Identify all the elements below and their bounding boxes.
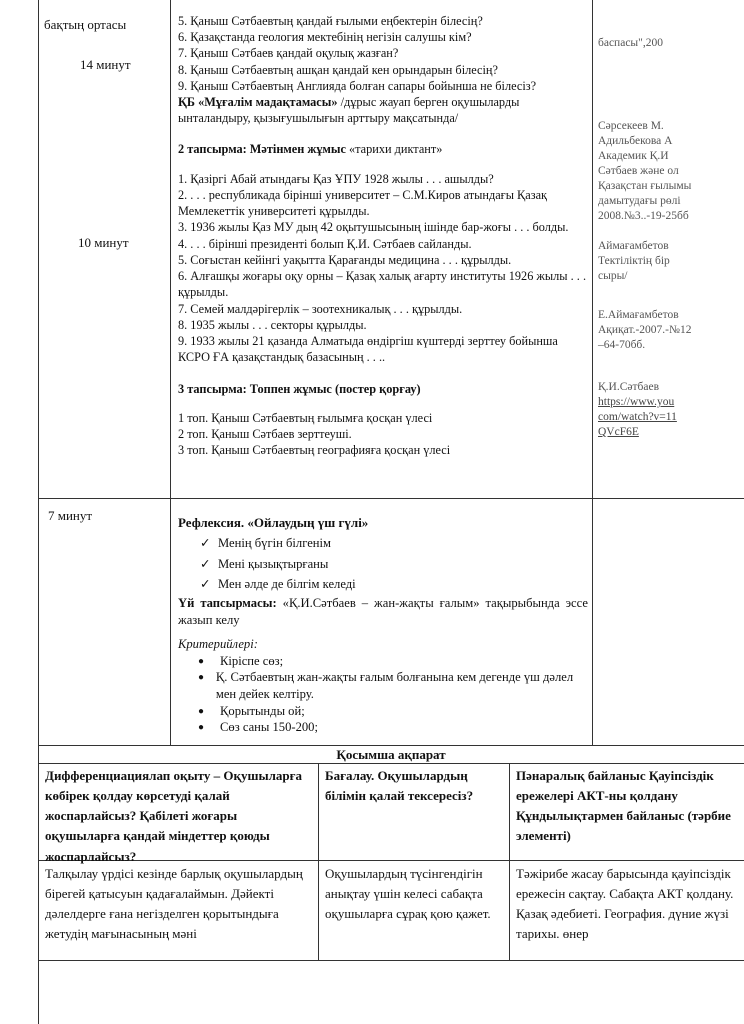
- interdisciplinary-header: Пәнаралық байланыс Қауіпсіздік ережелері АКТ-ны қолдану Құндылықтармен байланыс (тәрбие элементі): [516, 768, 731, 844]
- criteria-text: Қ. Сәтбаевтың жан-жақты ғалым болғанына кем дегенде үш дәлел мен дейек келтіру.: [215, 670, 574, 702]
- video-link[interactable]: https://www.you: [598, 395, 675, 408]
- reference-line: Адильбекова А: [598, 134, 673, 147]
- question-item: 7. Қаныш Сәтбаев қандай оқулық жазған?: [178, 46, 399, 61]
- reflection-check-label: Мен әлде де білгім келеді: [218, 577, 356, 592]
- criteria-item: [198, 719, 588, 736]
- reference-line: Е.Аймағамбетов: [598, 309, 679, 321]
- table-left-border: [38, 0, 39, 1024]
- question-item: 6. Қазақстанда геология мектебінің негізін салушы кім?: [178, 30, 472, 45]
- group-item: 1 топ. Қаныш Сәтбаевтың ғылымға қосқан үлесі: [178, 410, 433, 425]
- reflection-check-label: Мені қызықтырғаны: [218, 556, 329, 571]
- dictation-item: 5. Соғыстан кейінгі уақытта Қарағанды медицина . . . құрылды.: [178, 252, 512, 267]
- homework-label: Үй тапсырмасы:: [178, 595, 277, 610]
- reference-line: Сәрсекеев М.: [598, 120, 664, 132]
- dictation-item: 6. Алғашқы жоғары оқу орны – Қазақ халық ағарту институты 1926 жылы . . . құрылды.: [178, 269, 587, 300]
- reference-line: Тектіліктің бір: [598, 254, 670, 267]
- task3-title-rest: (постер қорғау): [331, 382, 421, 397]
- dictation-item: 1. Қазіргі Абай атындағы Қаз ҰПУ 1928 жылы . . . ашылды?: [178, 171, 494, 186]
- checkmark-icon: ✓: [200, 577, 211, 592]
- interdisciplinary-body: Тәжірибе жасау барысында қауіпсіздік ережесін сақтау. Сабақта АКТ қолдану. Қазақ әдебиеті. География. дүние жүзі тарихы. өнер: [516, 866, 734, 942]
- bullet-icon: ●: [198, 705, 205, 717]
- dictation-item: 3. 1936 жылы Қаз МУ дың 42 оқытушысының ішінде бар-жоғы . . . болды.: [178, 220, 569, 235]
- dictation-item: 2. . . . республикада бірінші университет – С.М.Киров атындағы Қазақ Мемлекеттік университеті құрылды.: [178, 187, 547, 219]
- criteria-text: Сөз саны 150-200;: [220, 720, 318, 735]
- reference-4: [598, 380, 738, 440]
- task3-title: [178, 381, 588, 397]
- group-item: 2 топ. Қаныш Сәтбаев зерттеуші.: [178, 426, 352, 441]
- bullet-icon: ●: [198, 655, 205, 667]
- differentiation-header: Дифференциациялап оқыту – Оқушыларға көбірек қолдау көрсетуді қалай жоспарлайсыз? Қабілеті жоғары оқушыларға қандай міндеттер қоюды жоспарлайсыз?: [45, 768, 303, 864]
- task2-title-rest: «тарихи диктант»: [345, 141, 443, 156]
- question-item: 9. Қаныш Сәтбаевтың Англияда болған сапары бойынша не білесіз?: [178, 78, 537, 93]
- checkmark-icon: ✓: [200, 556, 211, 571]
- criteria-text: Кіріспе сөз;: [220, 653, 284, 668]
- group-item: 3 топ. Қаныш Сәтбаевтың географияға қосқан үлесі: [178, 443, 451, 458]
- criteria-item: [198, 703, 588, 720]
- checkmark-icon: ✓: [200, 536, 211, 551]
- reflection-check-item: [200, 576, 588, 593]
- lesson-content-main: [178, 13, 588, 458]
- criteria-item: [198, 653, 588, 670]
- kb-assessment: [178, 94, 588, 110]
- reference-line: дамытудағы рөлі: [598, 194, 681, 207]
- assessment-header: Бағалау. Оқушылардың білімін қалай тексересіз?: [325, 768, 474, 804]
- reflection-check-label: Менің бүгін білгенім: [218, 536, 331, 551]
- differentiation-body: Талқылау үрдісі кезінде барлық оқушылардың бірегей қатысуын қадағалаймын. Дәйекті дәлелдерге ғана негізделген қорытындыға жетудің мағынасының мәні: [45, 866, 303, 942]
- bullet-icon: ●: [198, 722, 205, 734]
- bottom-col-divider-2: [509, 763, 510, 960]
- reflection-check-item: [200, 556, 588, 573]
- reference-line: Сәтбаев және ол: [598, 164, 679, 177]
- time-label-7: 7 минут: [48, 508, 93, 523]
- criteria-text: Қорытынды ой;: [220, 703, 305, 718]
- dictation-item: 4. . . . бірінші президенті болып Қ.И. Сәтбаев сайланды.: [178, 236, 472, 251]
- task2-title: [178, 141, 588, 157]
- time-label-14: 14 минут: [80, 57, 131, 72]
- task3-list: [178, 410, 588, 459]
- kb-title: ҚБ «Мұғалім мадақтамасы»: [178, 95, 338, 110]
- assessment-body: Оқушылардың түсінгендігін анықтау үшін келесі сабақта оқушыларға сұрақ қою қажет.: [325, 866, 491, 922]
- task3-title-bold: 3 тапсырма: Топпен жұмыс: [178, 382, 332, 397]
- homework: [178, 595, 588, 628]
- task2-list: [178, 171, 588, 366]
- kb-desc: /дұрыс жауап берген оқушыларды: [337, 95, 520, 110]
- reference-line: –64-70бб.: [598, 338, 646, 351]
- column-divider-2: [592, 0, 593, 745]
- reference-top: баспасы",200: [598, 37, 663, 49]
- reference-line: Ақиқат.-2007.-№12: [598, 323, 692, 336]
- reference-line: Академик Қ.И: [598, 149, 669, 162]
- reference-line: Қ.И.Сәтбаев: [598, 381, 660, 393]
- bottom-col-divider-1: [318, 763, 319, 960]
- reference-line: Аймағамбетов: [598, 240, 669, 252]
- additional-info-header: Қосымша ақпарат: [336, 747, 446, 762]
- task2-title-bold: 2 тапсырма: Мәтінмен жұмыс: [178, 141, 346, 156]
- reflection-title: Рефлексия. «Ойлаудың үш гүлі»: [178, 515, 369, 530]
- homework-text: «Қ.И.Сәтбаев – жан-жақты ғалым» тақырыбында эссе жазып келу: [178, 595, 588, 627]
- reference-1: [598, 119, 738, 224]
- video-link[interactable]: QVcF6E: [598, 425, 639, 438]
- column-divider-1: [170, 0, 171, 745]
- time-label-10: 10 минут: [78, 235, 129, 250]
- time-column-fragment: бақтың ортасы: [44, 17, 127, 32]
- dictation-item: 9. 1933 жылы 21 қазанда Алматыда өндіргіш күштерді зерттеу бойынша КСРО ҒА қазақстандық базасының . . ..: [178, 333, 558, 365]
- dictation-item: 7. Семей малдәрігерлік – зоотехникалық . . . құрылды.: [178, 301, 463, 316]
- reference-line: 2008.№3..-19-25бб: [598, 209, 689, 222]
- reference-3: [598, 308, 738, 353]
- criteria-item: [198, 669, 588, 702]
- table-bottom-border: [38, 960, 744, 961]
- video-link[interactable]: com/watch?v=11: [598, 410, 677, 423]
- reflection-section: [178, 514, 588, 736]
- reflection-check-item: [200, 535, 588, 552]
- question-item: 8. Қаныш Сәтбаевтың ашқан қандай кен орындарын білесің?: [178, 62, 498, 77]
- dictation-item: 8. 1935 жылы . . . секторы құрылды.: [178, 317, 367, 332]
- row-divider-1: [38, 498, 744, 499]
- kb-desc-line2: ынталандыру, қызығушылығын арттыру мақсатында/: [178, 111, 459, 126]
- bullet-icon: ●: [198, 672, 205, 684]
- question-item: 5. Қаныш Сәтбаевтың қандай ғылыми еңбектерін білесің?: [178, 14, 483, 28]
- reference-2: [598, 239, 738, 284]
- criteria-title: Критерийлері:: [178, 637, 258, 652]
- reference-line: Қазақстан ғылымы: [598, 179, 692, 192]
- reference-line: сыры/: [598, 269, 628, 282]
